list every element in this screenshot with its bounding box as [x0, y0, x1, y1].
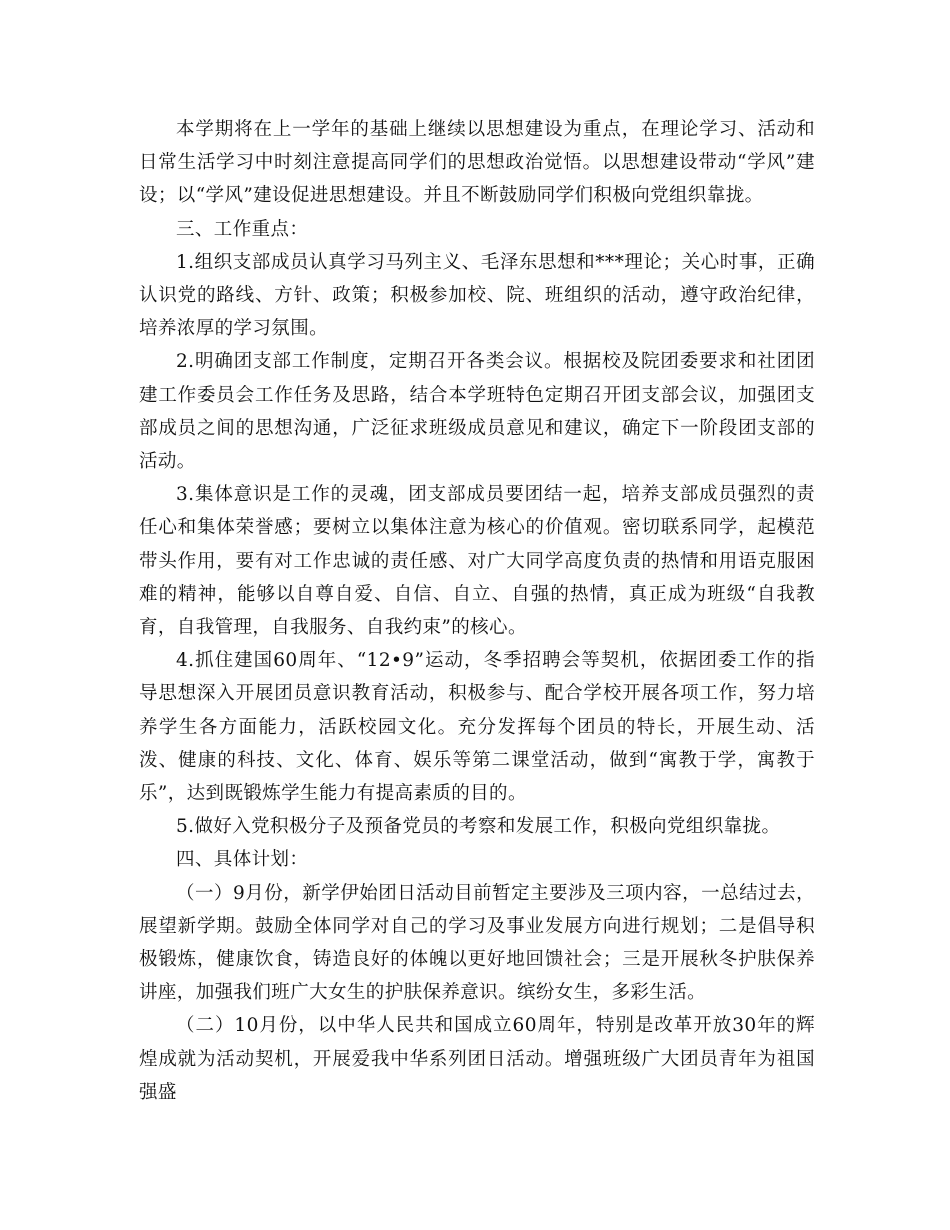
paragraph-item-1: 1.组织支部成员认真学习马列主义、毛泽东思想和***理论；关心时事，正确认识党的路线、方针、政策；积极参加校、院、班组织的活动，遵守政治纪律，培养浓厚的学习氛围。 [139, 251, 815, 340]
section-heading-work-focus: 三、工作重点： [176, 218, 309, 240]
paragraph-item-2: 2.明确团支部工作制度，定期召开各类会议。根据校及院团委要求和社团团建工作委员会工作任务及思路，结合本学班特色定期召开团支部会议，加强团支部成员之间的思想沟通，广泛征求班级成员意见和建议，确定下一阶段团支部的活动。 [139, 351, 815, 473]
paragraph-plan-october: （二）10月份，以中华人民共和国成立60周年，特别是改革开放30年的辉煌成就为活动契机，开展爱我中华系列团日活动。增强班级广大团员青年为祖国强盛 [139, 1015, 815, 1103]
section-heading-specific-plan: 四、具体计划： [176, 849, 309, 871]
paragraph-intro: 本学期将在上一学年的基础上继续以思想建设为重点，在理论学习、活动和日常生活学习中时刻注意提高同学们的思想政治觉悟。以思想建设带动“学风”建设；以“学风”建设促进思想建设。并且不断鼓励同学们积极向党组织靠拢。 [139, 119, 815, 207]
document-body [139, 113, 815, 1109]
paragraph-item-5: 5.做好入党积极分子及预备党员的考察和发展工作，积极向党组织靠拢。 [176, 816, 781, 838]
paragraph-plan-september: （一）9月份，新学伊始团日活动目前暂定主要涉及三项内容，一总结过去，展望新学期。鼓励全体同学对自己的学习及事业发展方向进行规划；二是倡导积极锻炼，健康饮食，铸造良好的体魄以更好地回馈社会；三是开展秋冬护肤保养讲座，加强我们班广大女生的护肤保养意识。缤纷女生，多彩生活。 [139, 882, 815, 1004]
paragraph-item-4: 4.抓住建国60周年、“12•9”运动，冬季招聘会等契机，依据团委工作的指导思想深入开展团员意识教育活动，积极参与、配合学校开展各项工作，努力培养学生各方面能力，活跃校园文化。充分发挥每个团员的特长，开展生动、活泼、健康的科技、文化、体育、娱乐等第二课堂活动，做到“寓教于学，寓教于乐”，达到既锻炼学生能力有提高素质的目的。 [139, 650, 815, 805]
paragraph-item-3: 3.集体意识是工作的灵魂，团支部成员要团结一起，培养支部成员强烈的责任心和集体荣誉感；要树立以集体注意为核心的价值观。密切联系同学，起模范带头作用，要有对工作忠诚的责任感、对广大同学高度负责的热情和用语克服困难的精神，能够以自尊自爱、自信、自立、自强的热情，真正成为班级“自我教育，自我管理，自我服务、自我约束”的核心。 [139, 484, 815, 639]
